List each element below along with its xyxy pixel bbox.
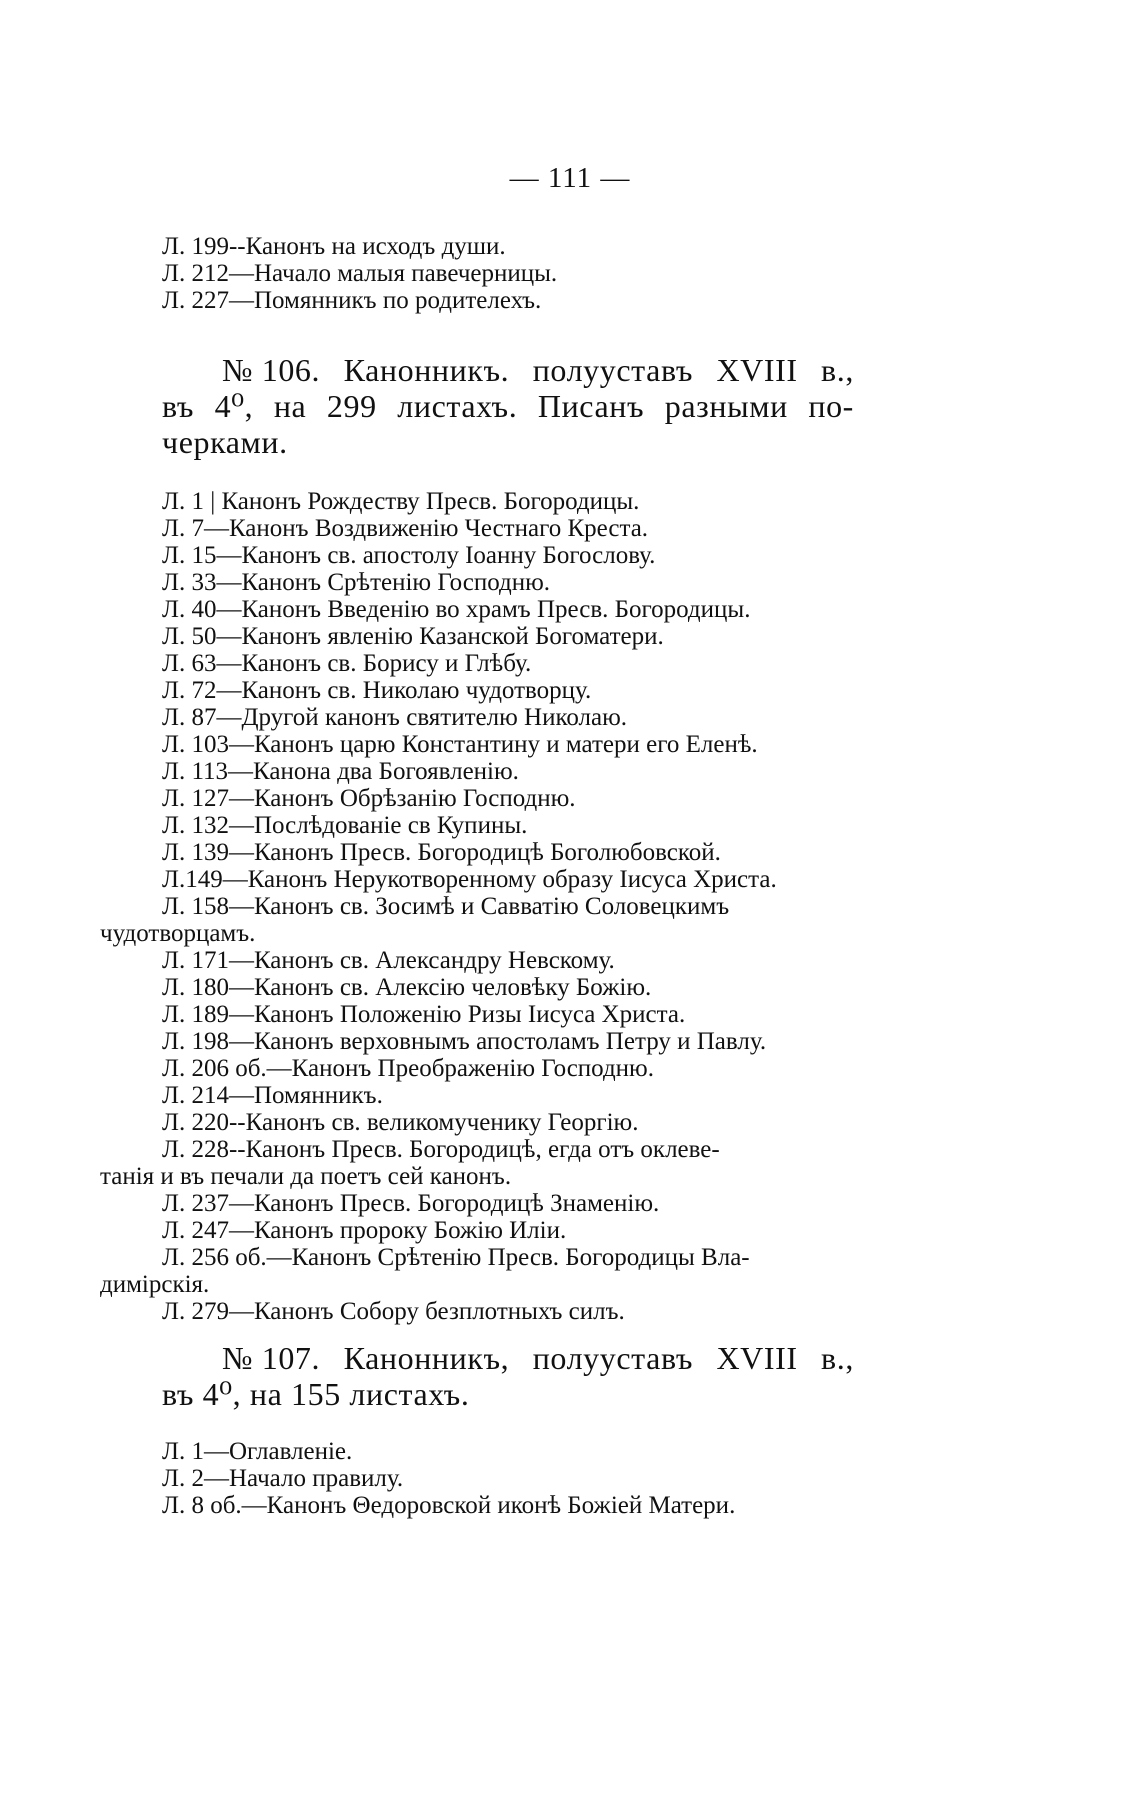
entry-line: Л. 180—Канонъ св. Алексію человѣку Божію. [162,974,652,1001]
heading-word: черками. [162,424,288,460]
heading-word: полууставъ [532,1340,694,1376]
entry-line: Л. 1 | Канонъ Рождеству Пресв. Богородицы. [162,488,640,515]
heading-line [222,1340,854,1376]
heading-word: в., [821,1340,854,1376]
heading-word: Писанъ [537,388,645,424]
heading-word: 299 [326,388,377,424]
heading-word: по- [808,388,854,424]
entry-line: Л. 33—Канонъ Срѣтенію Господню. [162,569,551,596]
heading-word: 4⁰, [214,388,254,424]
heading-line [162,424,288,460]
entry-line: Л. 63—Канонъ св. Борису и Глѣбу. [162,650,532,677]
entry-line: Л. 256 об.—Канонъ Срѣтенію Пресв. Богородицы Вла- [162,1244,750,1271]
heading-word: XVIII [716,352,798,388]
heading-word: полууставъ [532,352,694,388]
entry-line: танія и въ печали да поетъ сей канонъ. [100,1163,512,1190]
entry-line: Л. 15—Канонъ св. апостолу Іоанну Богослову. [162,542,656,569]
entry-line: Л. 220--Канонъ св. великомученику Георгію. [162,1109,639,1136]
heading-word: въ [162,388,195,424]
entry-line: Л. 139—Канонъ Пресв. Богородицѣ Боголюбовской. [162,839,721,866]
entry-line: Л. 237—Канонъ Пресв. Богородицѣ Знаменію. [162,1190,660,1217]
entry-line: Л. 113—Канона два Богоявленію. [162,758,519,785]
entry-line: Л. 50—Канонъ явленію Казанской Богоматери. [162,623,664,650]
heading-line: въ 4⁰, на 155 листахъ. [162,1376,470,1412]
heading-word: разными [664,388,788,424]
entry-line: Л. 206 об.—Канонъ Преображенію Господню. [162,1055,654,1082]
entry-line: димірскія. [100,1271,210,1298]
page-number: — 111 — [509,162,631,194]
heading-word: на [273,388,307,424]
entry-line: Л. 198—Канонъ верховнымъ апостоламъ Петру и Павлу. [162,1028,767,1055]
entry-line: Л. 87—Другой канонъ святителю Николаю. [162,704,628,731]
entry-line: чудотворцамъ. [100,920,256,947]
entry-line: Л. 72—Канонъ св. Николаю чудотворцу. [162,677,592,704]
heading-word: листахъ. [397,388,518,424]
heading-line [222,352,854,388]
entry-line: Л. 7—Канонъ Воздвиженію Честнаго Креста. [162,515,649,542]
heading-line [162,388,854,424]
entry-line: Л. 228--Канонъ Пресв. Богородицѣ, егда отъ оклеве- [162,1136,720,1163]
entry-line: Л. 103—Канонъ царю Константину и матери его Еленѣ. [162,731,758,758]
entry-line: Л. 127—Канонъ Обрѣзанію Господню. [162,785,576,812]
entry-line: Л. 158—Канонъ св. Зосимѣ и Савватію Соловецкимъ [162,893,730,920]
entry-line: Л. 8 об.—Канонъ Θедоровской иконѣ Божіей Матери. [162,1492,736,1519]
entry-line: Л. 247—Канонъ пророку Божію Иліи. [162,1217,567,1244]
entry-line: Л. 189—Канонъ Положенію Ризы Іисуса Христа. [162,1001,686,1028]
entry-line: Л. 40—Канонъ Введенію во храмъ Пресв. Богородицы. [162,596,751,623]
heading-word: в., [821,352,854,388]
entry-line: Л. 214—Помянникъ. [162,1082,383,1109]
heading-word: № 106. [222,352,321,388]
entry-line: Л. 1—Оглавленіе. [162,1438,353,1465]
entry-line: Л. 132—Послѣдованіе св Купины. [162,812,528,839]
heading-word: Канонникъ. [343,352,510,388]
entry-line: Л. 171—Канонъ св. Александру Невскому. [162,947,615,974]
heading-word: XVIII [716,1340,798,1376]
heading-word: Канонникъ, [343,1340,510,1376]
entry-line: Л. 212—Начало малыя павечерницы. [162,260,558,287]
entry-line: Л.149—Канонъ Нерукотворенному образу Іисуса Христа. [162,866,777,893]
entry-line: Л. 2—Начало правилу. [162,1465,404,1492]
entry-line: Л. 199--Канонъ на исходъ души. [162,233,506,260]
entry-line: Л. 279—Канонъ Собору безплотныхъ силъ. [162,1298,625,1325]
entry-line: Л. 227—Помянникъ по родителехъ. [162,287,542,314]
heading-word: № 107. [222,1340,321,1376]
